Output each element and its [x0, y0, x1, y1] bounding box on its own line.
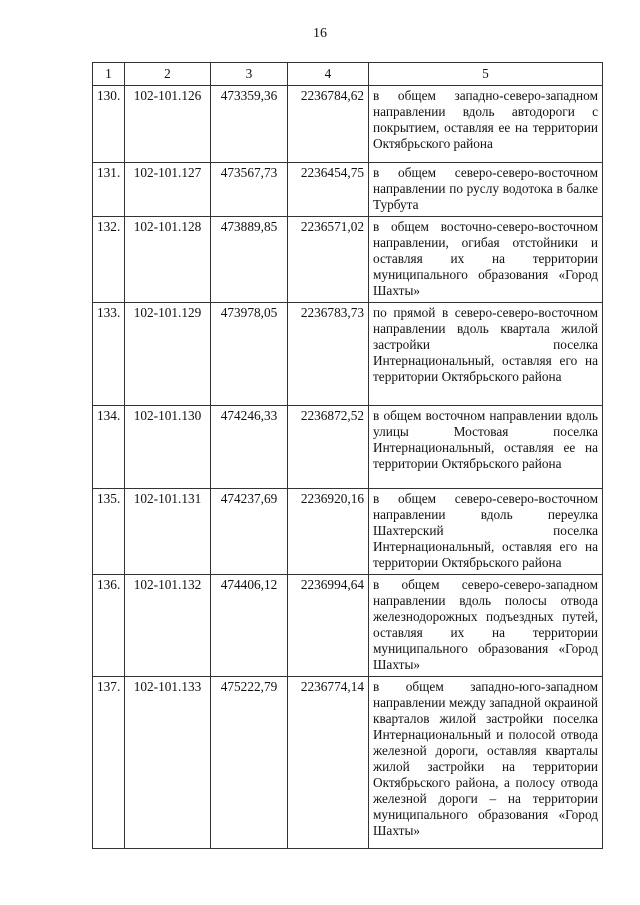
coordinate-y: 2236872,52	[288, 406, 369, 489]
point-code: 102-101.128	[125, 217, 211, 303]
header-col-5: 5	[369, 63, 603, 86]
coordinate-x: 474406,12	[211, 575, 288, 677]
boundary-description: в общем северо-северо-западном направлении вдоль полосы отвода железнодорожных подъездных путей, оставляя их на территории муниципального образования «Город Шахты»	[369, 575, 603, 677]
point-code: 102-101.132	[125, 575, 211, 677]
table-row	[93, 303, 603, 406]
row-number: 132.	[93, 217, 125, 303]
table-header-row	[93, 63, 603, 86]
table-row	[93, 575, 603, 677]
table-row	[93, 406, 603, 489]
table-row	[93, 86, 603, 163]
boundary-description: в общем восточном направлении вдоль улицы Мостовая поселка Интернациональный, оставляя ее на территории Октябрьского района	[369, 406, 603, 489]
table-row	[93, 677, 603, 849]
coordinate-y: 2236784,62	[288, 86, 369, 163]
coordinate-x: 473567,73	[211, 163, 288, 217]
boundary-description: в общем западно-северо-западном направлении вдоль автодороги с покрытием, оставляя ее на территории Октябрьского района	[369, 86, 603, 163]
header-col-1: 1	[93, 63, 125, 86]
coordinate-x: 473978,05	[211, 303, 288, 406]
row-number: 135.	[93, 489, 125, 575]
boundary-description: в общем западно-юго-западном направлении между западной окраиной кварталов жилой застройки поселка Интернациональный и полосой отвода железной дороги, оставляя кварталы жилой застройки на территории Октябрьского района, а полосу отвода железной дороги – на территории муниципального образования «Город Шахты»	[369, 677, 603, 849]
row-number: 130.	[93, 86, 125, 163]
page-number: 16	[313, 26, 327, 41]
point-code: 102-101.130	[125, 406, 211, 489]
header-col-4: 4	[288, 63, 369, 86]
boundary-points-table	[92, 62, 603, 849]
table-row	[93, 217, 603, 303]
row-number: 133.	[93, 303, 125, 406]
coordinate-x: 475222,79	[211, 677, 288, 849]
boundary-description: по прямой в северо-северо-восточном направлении вдоль квартала жилой застройки поселка Интернациональный, оставляя его на территории Октябрьского района	[369, 303, 603, 406]
coordinate-y: 2236454,75	[288, 163, 369, 217]
header-col-2: 2	[125, 63, 211, 86]
boundary-description: в общем северо-северо-восточном направлении по руслу водотока в балке Турбута	[369, 163, 603, 217]
coordinate-x: 473889,85	[211, 217, 288, 303]
coordinate-y: 2236774,14	[288, 677, 369, 849]
boundary-description: в общем восточно-северо-восточном направлении, огибая отстойники и оставляя их на территории муниципального образования «Город Шахты»	[369, 217, 603, 303]
coordinate-x: 473359,36	[211, 86, 288, 163]
point-code: 102-101.129	[125, 303, 211, 406]
boundary-description: в общем северо-северо-восточном направлении вдоль переулка Шахтерский поселка Интернациональный, оставляя его на территории Октябрьского района	[369, 489, 603, 575]
row-number: 134.	[93, 406, 125, 489]
table-row	[93, 489, 603, 575]
coordinate-y: 2236994,64	[288, 575, 369, 677]
point-code: 102-101.127	[125, 163, 211, 217]
point-code: 102-101.133	[125, 677, 211, 849]
point-code: 102-101.126	[125, 86, 211, 163]
header-col-3: 3	[211, 63, 288, 86]
row-number: 131.	[93, 163, 125, 217]
coordinate-x: 474246,33	[211, 406, 288, 489]
point-code: 102-101.131	[125, 489, 211, 575]
coordinate-y: 2236783,73	[288, 303, 369, 406]
coordinate-x: 474237,69	[211, 489, 288, 575]
row-number: 136.	[93, 575, 125, 677]
coordinate-y: 2236571,02	[288, 217, 369, 303]
table-row	[93, 163, 603, 217]
coordinate-y: 2236920,16	[288, 489, 369, 575]
row-number: 137.	[93, 677, 125, 849]
